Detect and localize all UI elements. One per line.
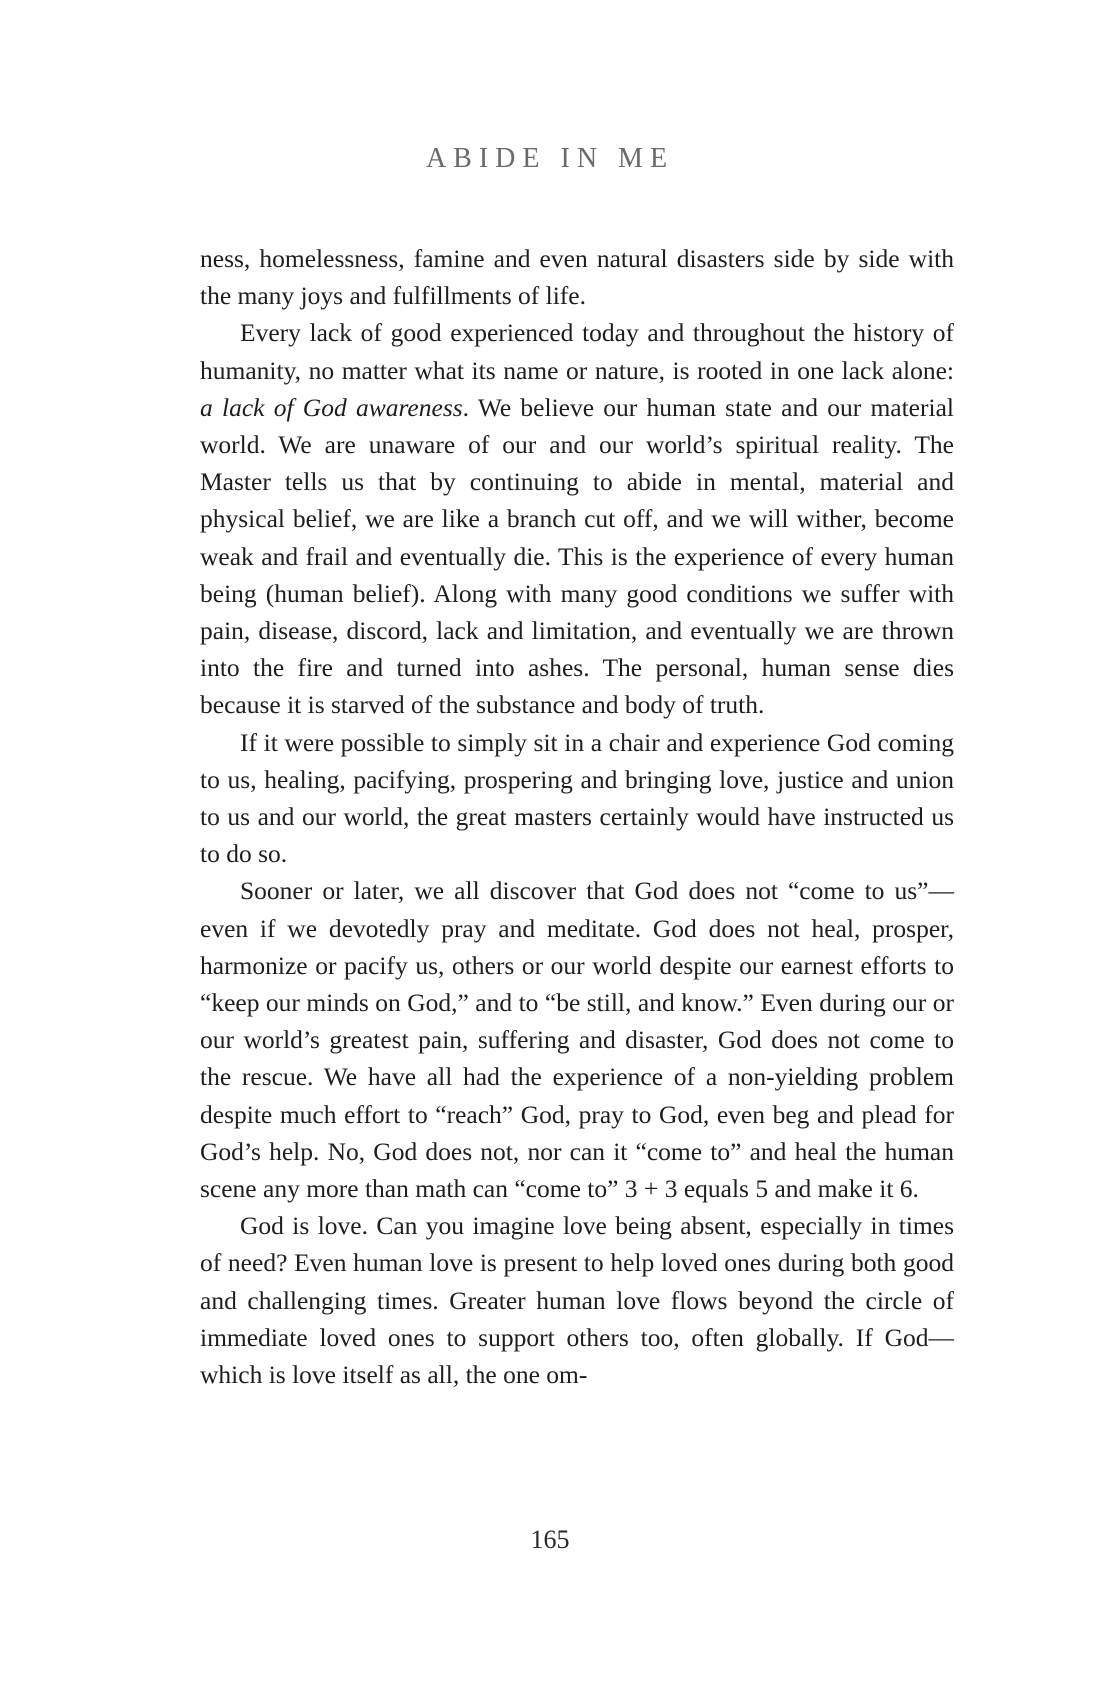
page-number: 165 [530,1525,570,1554]
running-head: ABIDE IN ME [425,143,675,174]
paragraph-4: Sooner or later, we all discover that God does not “come to us”—even if we devotedly pray and meditate. God does not heal, prosper, harmonize or pacify us, others or our world despite our earnest efforts to “keep our minds on God,” and to “be still, and know.” Even during our or our world’s greatest pain, suffering and disaster, God does not come to the rescue. We have all had the experience of a non-yielding problem despite much effort to “reach” God, pray to God, even beg and plead for God’s help. No, God does not, nor can it “come to” and heal the human scene any more than math can “come to” 3 + 3 equals 5 and make it 6. [200,876,954,1204]
paragraph-2-lead: Every lack of good experienced today and throughout the history of humanity, no matter what its name or nature, is rooted in one lack alone: [200,318,954,385]
body-text [200,240,954,1393]
paragraph-1: ness, homelessness, famine and even natural disasters side by side with the many joys and fulfillments of life. [200,244,954,311]
paragraph-5: God is love. Can you imagine love being absent, especially in times of need? Even human love is present to help loved ones during both good and challenging times. Greater human love flows beyond the circle of immediate loved ones to support others too, often globally. If God—which is love itself as all, the one om- [200,1211,954,1390]
emphasis-phrase: a lack of God awareness [200,392,463,422]
paragraph-2-rest: . We believe our human state and our material world. We are unaware of our and our world’s spiritual reality. The Master tells us that by continuing to abide in mental, material and physical belief, we are like a branch cut off, and we will wither, become weak and frail and eventually die. This is the experience of every human being (human belief). Along with many good conditions we suffer with pain, disease, discord, lack and limitation, and eventually we are thrown into the fire and turned into ashes. The personal, human sense dies because it is starved of the substance and body of truth. [200,392,954,720]
paragraph-3: If it were possible to simply sit in a chair and experience God coming to us, healing, pacifying, prospering and bringing love, justice and union to us and our world, the great masters certainly would have instructed us to do so. [200,727,954,869]
paragraph-2 [200,314,954,723]
